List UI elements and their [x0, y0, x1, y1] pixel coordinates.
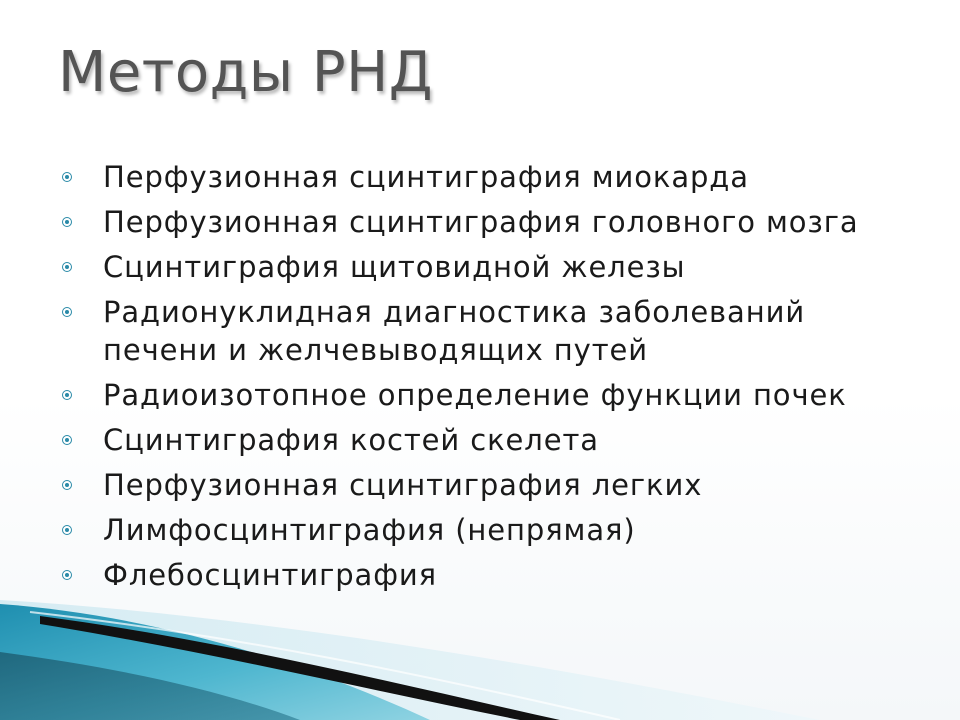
list-item-text: Сцинтиграфия костей скелета: [103, 423, 599, 457]
circle-dot-icon: [62, 172, 72, 182]
list-item-text: Флебосцинтиграфия: [103, 558, 438, 592]
list-item-text: Сцинтиграфия щитовидной железы: [103, 250, 686, 284]
list-item: [62, 511, 922, 549]
list-item: [62, 466, 922, 504]
circle-dot-icon: [62, 570, 72, 580]
circle-dot-icon: [62, 307, 72, 317]
bullet-list: [62, 158, 922, 601]
list-item: [62, 376, 922, 414]
list-item-text: Радионуклидная диагностика заболеваний печени и желчевыводящих путей: [103, 295, 806, 367]
circle-dot-icon: [62, 435, 72, 445]
circle-dot-icon: [62, 217, 72, 227]
circle-dot-icon: [62, 480, 72, 490]
slide-title: Методы РНД: [58, 40, 434, 105]
list-item: [62, 248, 922, 286]
list-item: [62, 421, 922, 459]
list-item: [62, 293, 922, 369]
list-item-text: Перфузионная сцинтиграфия легких: [103, 468, 703, 502]
list-item: [62, 556, 922, 594]
list-item: [62, 203, 922, 241]
list-item: [62, 158, 922, 196]
list-item-text: Лимфосцинтиграфия (непрямая): [103, 513, 636, 547]
circle-dot-icon: [62, 390, 72, 400]
list-item-text: Радиоизотопное определение функции почек: [103, 378, 847, 412]
circle-dot-icon: [62, 525, 72, 535]
circle-dot-icon: [62, 262, 72, 272]
list-item-text: Перфузионная сцинтиграфия миокарда: [103, 160, 749, 194]
list-item-text: Перфузионная сцинтиграфия головного мозга: [103, 205, 859, 239]
